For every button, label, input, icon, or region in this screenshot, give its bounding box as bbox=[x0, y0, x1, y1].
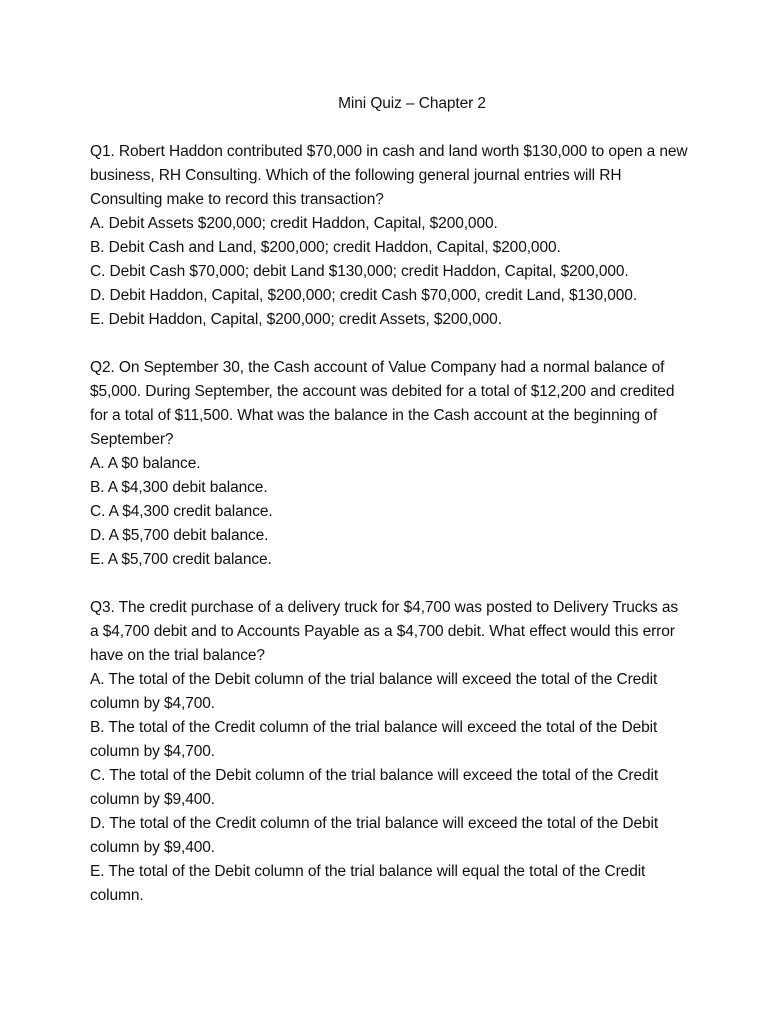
page-title: Mini Quiz – Chapter 2 bbox=[338, 95, 486, 112]
question-1 bbox=[90, 140, 690, 332]
answer-option: E. A $5,700 credit balance. bbox=[90, 551, 272, 568]
question-stem: Q2. On September 30, the Cash account of Value Company had a normal balance of $5,000. During September, the account was debited for a total of $12,200 and credited for a total of $11,500. What was the balance in the Cash account at the beginning of September? bbox=[90, 359, 675, 448]
question-2 bbox=[90, 356, 690, 572]
answer-option: A. A $0 balance. bbox=[90, 455, 201, 472]
answer-option: A. The total of the Debit column of the trial balance will exceed the total of the Credit column by $4,700. bbox=[90, 671, 658, 712]
answer-option: B. The total of the Credit column of the trial balance will exceed the total of the Debit column by $4,700. bbox=[90, 719, 658, 760]
document-page bbox=[90, 92, 690, 932]
answer-option: D. A $5,700 debit balance. bbox=[90, 527, 269, 544]
question-stem: Q1. Robert Haddon contributed $70,000 in cash and land worth $130,000 to open a new business, RH Consulting. Which of the following general journal entries will RH Consulting make to record this transaction? bbox=[90, 143, 688, 208]
answer-option: E. Debit Haddon, Capital, $200,000; credit Assets, $200,000. bbox=[90, 311, 502, 328]
answer-option: E. The total of the Debit column of the trial balance will equal the total of the Credit column. bbox=[90, 863, 646, 904]
answer-option: D. The total of the Credit column of the trial balance will exceed the total of the Debit column by $9,400. bbox=[90, 815, 659, 856]
answer-option: D. Debit Haddon, Capital, $200,000; credit Cash $70,000, credit Land, $130,000. bbox=[90, 287, 638, 304]
answer-option: B. Debit Cash and Land, $200,000; credit Haddon, Capital, $200,000. bbox=[90, 239, 561, 256]
question-3 bbox=[90, 596, 690, 908]
question-stem: Q3. The credit purchase of a delivery truck for $4,700 was posted to Delivery Trucks as a $4,700 debit and to Accounts Payable as a $4,700 debit. What effect would this error have on the trial balance? bbox=[90, 599, 679, 664]
answer-option: A. Debit Assets $200,000; credit Haddon, Capital, $200,000. bbox=[90, 215, 498, 232]
answer-option: B. A $4,300 debit balance. bbox=[90, 479, 268, 496]
answer-option: C. The total of the Debit column of the trial balance will exceed the total of the Credit column by $9,400. bbox=[90, 767, 659, 808]
answer-option: C. A $4,300 credit balance. bbox=[90, 503, 273, 520]
answer-option: C. Debit Cash $70,000; debit Land $130,000; credit Haddon, Capital, $200,000. bbox=[90, 263, 629, 280]
